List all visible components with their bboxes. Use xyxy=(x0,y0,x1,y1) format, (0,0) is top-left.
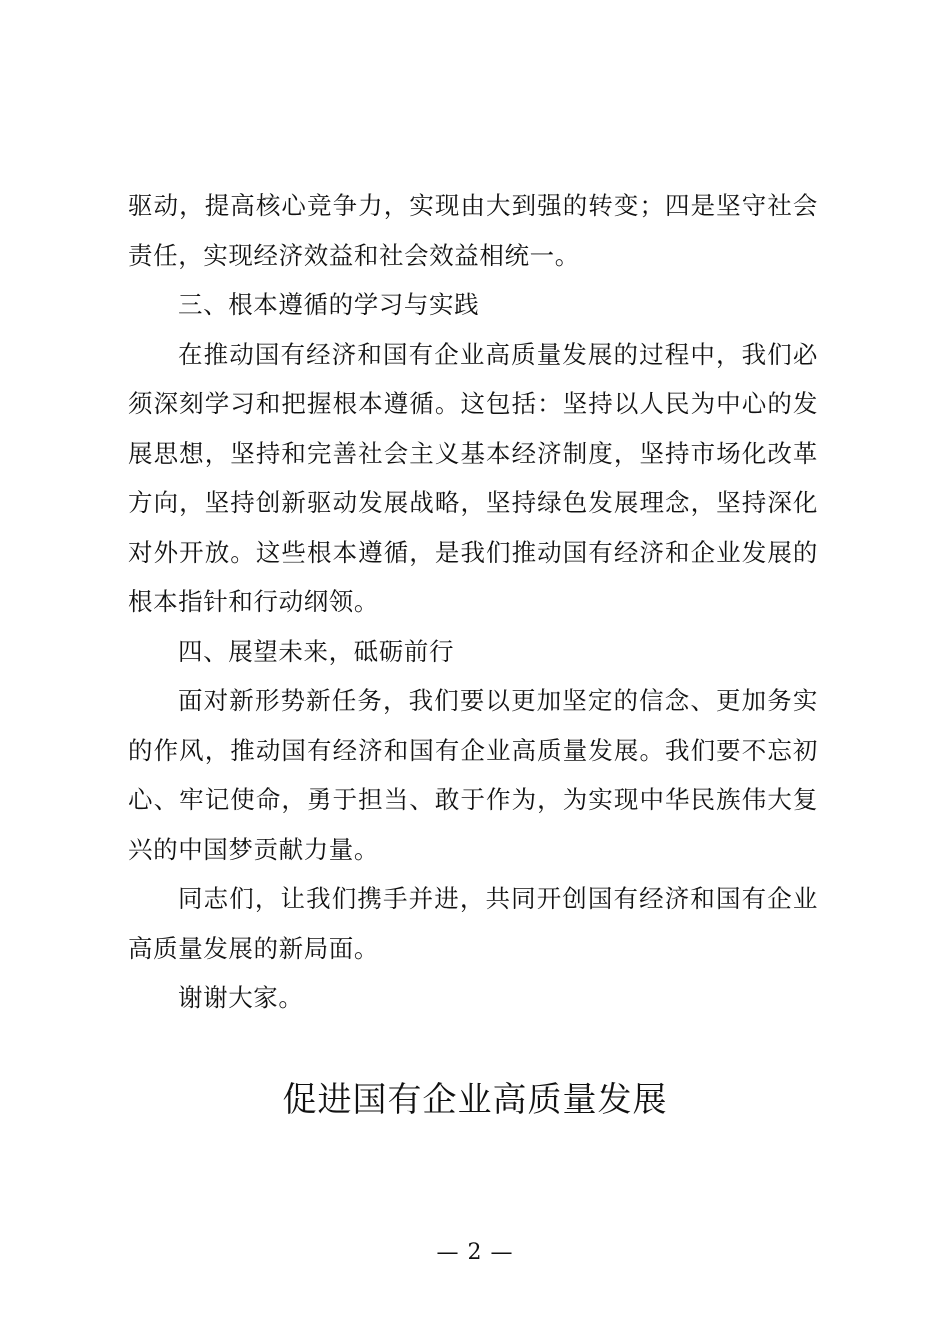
paragraph-closing-thanks: 谢谢大家。 xyxy=(178,983,304,1012)
document-body xyxy=(128,181,818,1023)
paragraph-new-tasks: 面对新形势新任务，我们要以更加坚定的信念、更加务实的作风，推动国有经济和国有企业高质量发展。我们要不忘初心、牢记使命，勇于担当、敢于作为，为实现中华民族伟大复兴的中国梦贡献力量。 xyxy=(128,686,818,864)
article-title: 促进国有企业高质量发展 xyxy=(282,1080,668,1120)
section-heading-four: 四、展望未来，砥砺前行 xyxy=(178,636,455,666)
paragraph-continuation: 驱动，提高核心竞争力，实现由大到强的转变；四是坚守社会责任，实现经济效益和社会效益相统一。 xyxy=(128,191,818,270)
section-heading-three: 三、根本遵循的学习与实践 xyxy=(178,290,480,319)
paragraph-call-to-action: 同志们，让我们携手并进，共同开创国有经济和国有企业高质量发展的新局面。 xyxy=(128,884,818,963)
page-number: — 2 — xyxy=(436,1240,514,1265)
paragraph-fundamental-principles: 在推动国有经济和国有企业高质量发展的过程中，我们必须深刻学习和把握根本遵循。这包括：坚持以人民为中心的发展思想，坚持和完善社会主义基本经济制度，坚持市场化改革方向，坚持创新驱动发展战略，坚持绿色发展理念，坚持深化对外开放。这些根本遵循，是我们推动国有经济和企业发展的根本指针和行动纲领。 xyxy=(128,339,818,616)
